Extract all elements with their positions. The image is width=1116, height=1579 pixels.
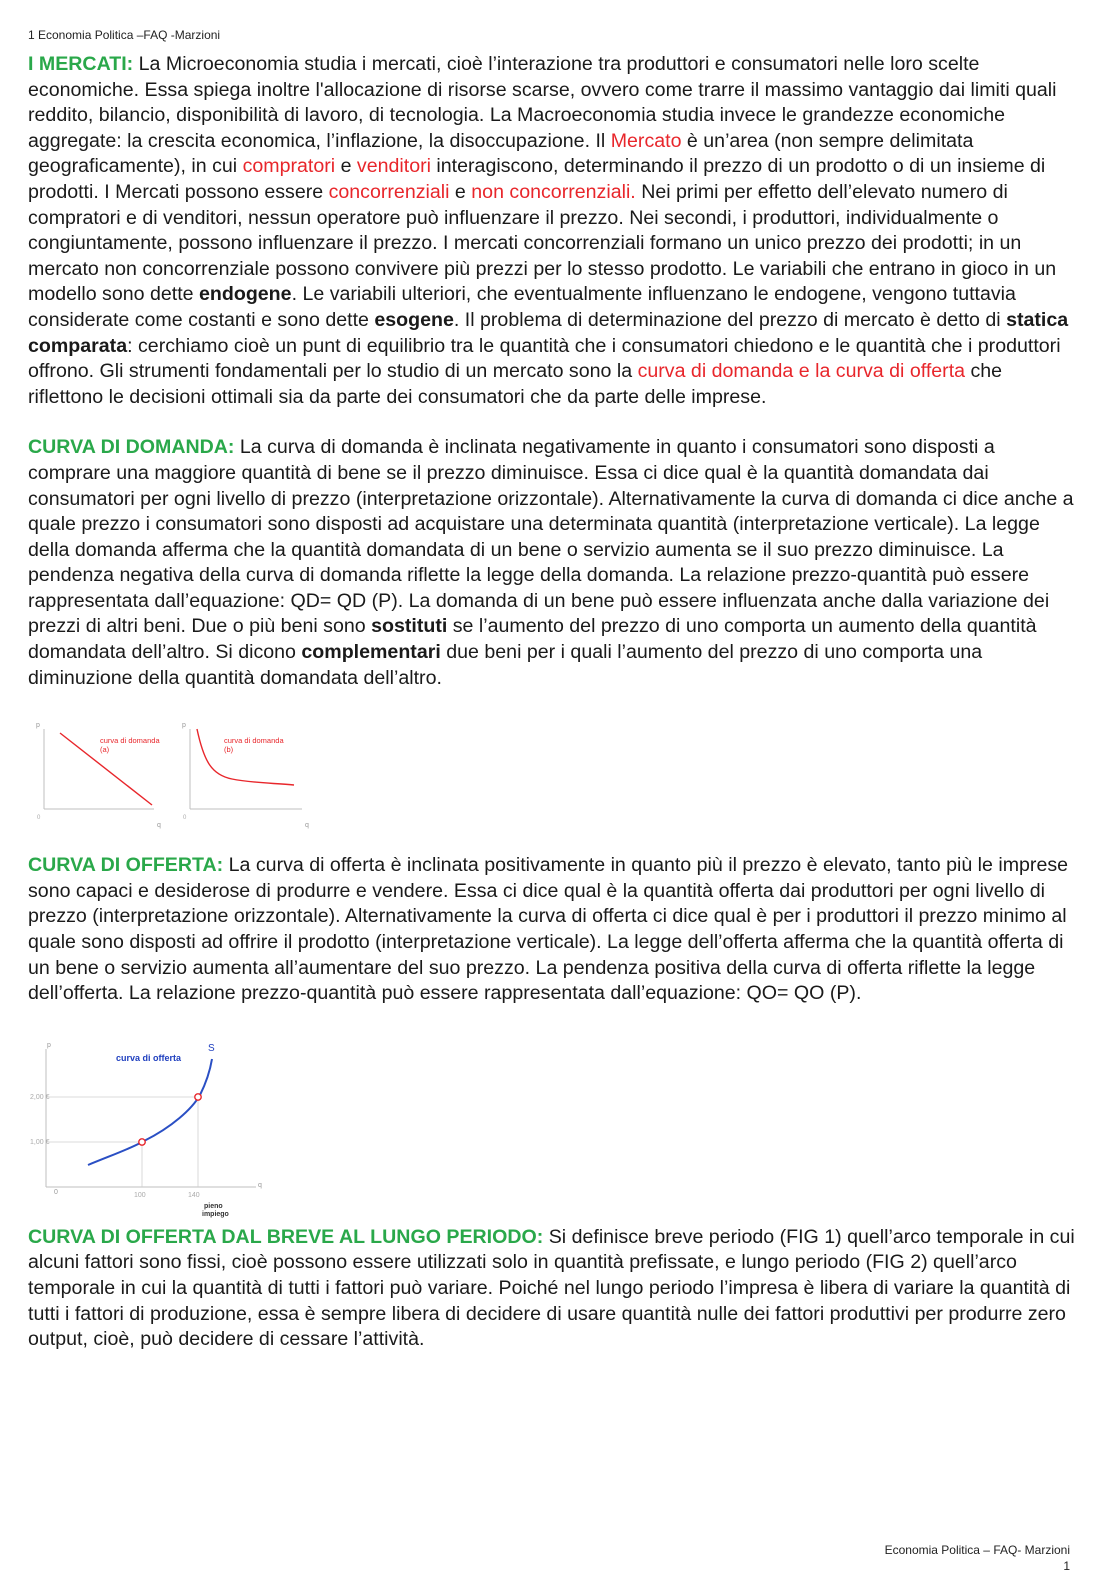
term-curve: curva di domanda e la curva di offerta <box>637 360 966 383</box>
label-demand-a: curva di domanda <box>100 736 160 746</box>
ylabel-a: p <box>36 722 40 730</box>
label-b: (b) <box>224 745 234 755</box>
text: : cerchiamo cioè un punt di equilibrio tra le quantità che i consumatori chiedono e le quantità che i produttori offrono. Gli strumenti fondamentali per lo studio di un mercato sono la <box>28 334 1061 383</box>
text: e <box>335 155 357 178</box>
section-curva-offerta <box>28 853 1080 1007</box>
xnote-1: pieno <box>204 1202 223 1210</box>
document-body <box>28 52 1080 1353</box>
point-140 <box>195 1094 201 1100</box>
page-number: 1 <box>1063 1559 1070 1573</box>
label-supply: curva di offerta <box>116 1052 182 1063</box>
xnote-2: impiego <box>202 1210 229 1218</box>
term-endogene: endogene <box>199 283 292 306</box>
xlabel: q <box>258 1181 262 1189</box>
section-mercati <box>28 52 1080 410</box>
term-non-concorrenziali: non concorrenziali. <box>471 180 636 203</box>
text: Si definisce breve periodo (FIG 1) quell’arco temporale in cui alcuni fattori sono fissi, cioè possono essere utilizzati solo in quantità prefissate, e lungo periodo (FIG 2) quell’arco temporale in cui la quantità di tutti i fattori può variare. Poiché nel lungo periodo l’impresa è libera di variare la quantità di tutti i fattori di produzione, essa è sempre libera di decidere di usare quantità nulle dei fattori produttivi per produrre zero output, cioè, può decidere di cessare l’attività. <box>28 1225 1075 1351</box>
term-compratori: compratori <box>242 155 336 178</box>
section-curva-domanda <box>28 435 1080 691</box>
text: . Il problema di determinazione del prezzo di mercato è detto di <box>453 308 1007 331</box>
supply-curve-svg <box>32 1037 292 1237</box>
text: Nei primi per effetto dell’elevato numero di compratori e di venditori, nessun operatore può influenzare il prezzo. Nei secondi, i produttori, individualmente o congiuntamente, possono influenzare il prezzo. I mercati concorrenziali formano un unico prezzo dei prodotti; in un mercato non concorrenziale possono convivere più prezzi per lo stesso prodotto. Le variabili che entrano in gioco in un modello sono dette <box>28 180 1057 306</box>
label-demand-b: curva di domanda <box>224 736 284 746</box>
footer-title: Economia Politica – FAQ- Marzioni <box>884 1543 1070 1557</box>
term-statica-comparata: statica comparata <box>28 308 1069 357</box>
label-a: (a) <box>100 745 110 755</box>
page-header: 1 Economia Politica –FAQ -Marzioni <box>28 28 221 42</box>
text: . Le variabili ulteriori, che eventualmente influenzano le endogene, vengono tuttavia considerate come costanti e sono dette <box>28 283 1016 331</box>
text: e <box>449 180 472 203</box>
text: se l’aumento del prezzo di uno comporta un aumento della quantità domandata dell’altro. Si dicono <box>28 615 1037 664</box>
heading-mercati: I MERCATI: <box>28 53 134 75</box>
heading-curva-domanda: CURVA DI DOMANDA: <box>28 436 235 459</box>
section-breve-lungo <box>28 1225 1080 1353</box>
supply-curve <box>88 1059 212 1165</box>
term-sostituti: sostituti <box>371 615 448 638</box>
origin-a: 0 <box>37 815 41 822</box>
ylabel-b: p <box>182 722 186 730</box>
figure-supply-curve <box>28 1007 1080 1225</box>
text: La curva di domanda è inclinata negativamente in quanto i consumatori sono disposti a comprare una maggiore quantità di bene se il prezzo diminuisce. Essa ci dice qual è la quantità domandata dai consumatori per ogni livello di prezzo (interpretazione orizzontale). Alternativamente la curva di domanda ci dice anche a quale prezzo i consumatori sono disposti ad acquistare una determinata quantità (interpretazione verticale). La legge della domanda afferma che la quantità domandata di un bene o servizio aumenta se il suo prezzo diminuisce. La pendenza negativa della curva di domanda riflette la legge della domanda. La relazione prezzo-quantità può essere rappresentata dall’equazione: QD= QD (P). La domanda di un bene può essere influenzata anche dalla variazione dei prezzi di altri beni. Due o più beni sono <box>28 436 1074 638</box>
xtick-2: 140 <box>188 1191 200 1199</box>
label-s: S <box>208 1042 215 1054</box>
text: interagiscono, determinando il prezzo di un prodotto o di un insieme di prodotti. I Mercati possono essere <box>28 155 1046 203</box>
figure-demand-curves <box>28 691 1080 853</box>
ytick-2: 2,00 € <box>30 1093 50 1101</box>
origin: 0 <box>54 1188 58 1196</box>
text: La curva di offerta è inclinata positivamente in quanto più il prezzo è elevato, tanto più le imprese sono capaci e desiderose di produrre e vendere. Essa ci dice qual è la quantità offerta dai produttori per ogni livello di prezzo (interpretazione orizzontale). Alternativamente la curva di offerta ci dice qual è per i produttori il prezzo minimo al quale sono disposti ad offrire il prodotto (interpretazione verticale). La legge dell’offerta afferma che la quantità offerta di un bene o servizio aumenta all’aumentare del suo prezzo. La pendenza positiva della curva di offerta riflette la legge dell’offerta. La relazione prezzo-quantità può essere rappresentata dall’equazione: QO= QO (P). <box>28 854 1069 1005</box>
text: è un’area (non sempre delimitata geograficamente), in cui <box>28 129 974 178</box>
point-100 <box>139 1139 145 1145</box>
term-mercato: Mercato <box>610 129 682 152</box>
demand-curves-svg <box>32 717 352 857</box>
ylabel: p <box>47 1041 51 1049</box>
ytick-1: 1,00 € <box>30 1138 50 1146</box>
text: due beni per i quali l’aumento del prezzo di uno comporta una diminuzione della quantità domandata dell’altro. <box>28 641 983 689</box>
term-concorrenziali: concorrenziali <box>328 180 450 203</box>
origin-b: 0 <box>183 815 187 822</box>
heading-curva-offerta: CURVA DI OFFERTA: <box>28 854 224 877</box>
xtick-1: 100 <box>134 1191 146 1199</box>
term-complementari: complementari <box>301 641 441 664</box>
term-venditori: venditori <box>356 155 431 178</box>
text: La Microeconomia studia i mercati, cioè l’interazione tra produttori e consumatori nelle loro scelte economiche. Essa spiega inoltre l'allocazione di risorse scarse, ovvero come trarre il massimo vantaggio dai limiti quali reddito, bilancio, disponibilità di lavoro, di tecnologia. La Macroeconomia studia invece le grandezze economiche aggregate: la crescita economica, l’inflazione, la disoccupazione. Il <box>28 53 1057 152</box>
heading-breve-lungo: CURVA DI OFFERTA DAL BREVE AL LUNGO PERIODO: <box>28 1225 544 1248</box>
page-footer <box>885 1542 1070 1574</box>
term-esogene: esogene <box>374 308 454 331</box>
text: che riflettono le decisioni ottimali sia da parte dei consumatori che da parte delle imprese. <box>28 360 1003 408</box>
xlabel-b: q <box>305 822 309 830</box>
xlabel-a: q <box>157 822 161 830</box>
